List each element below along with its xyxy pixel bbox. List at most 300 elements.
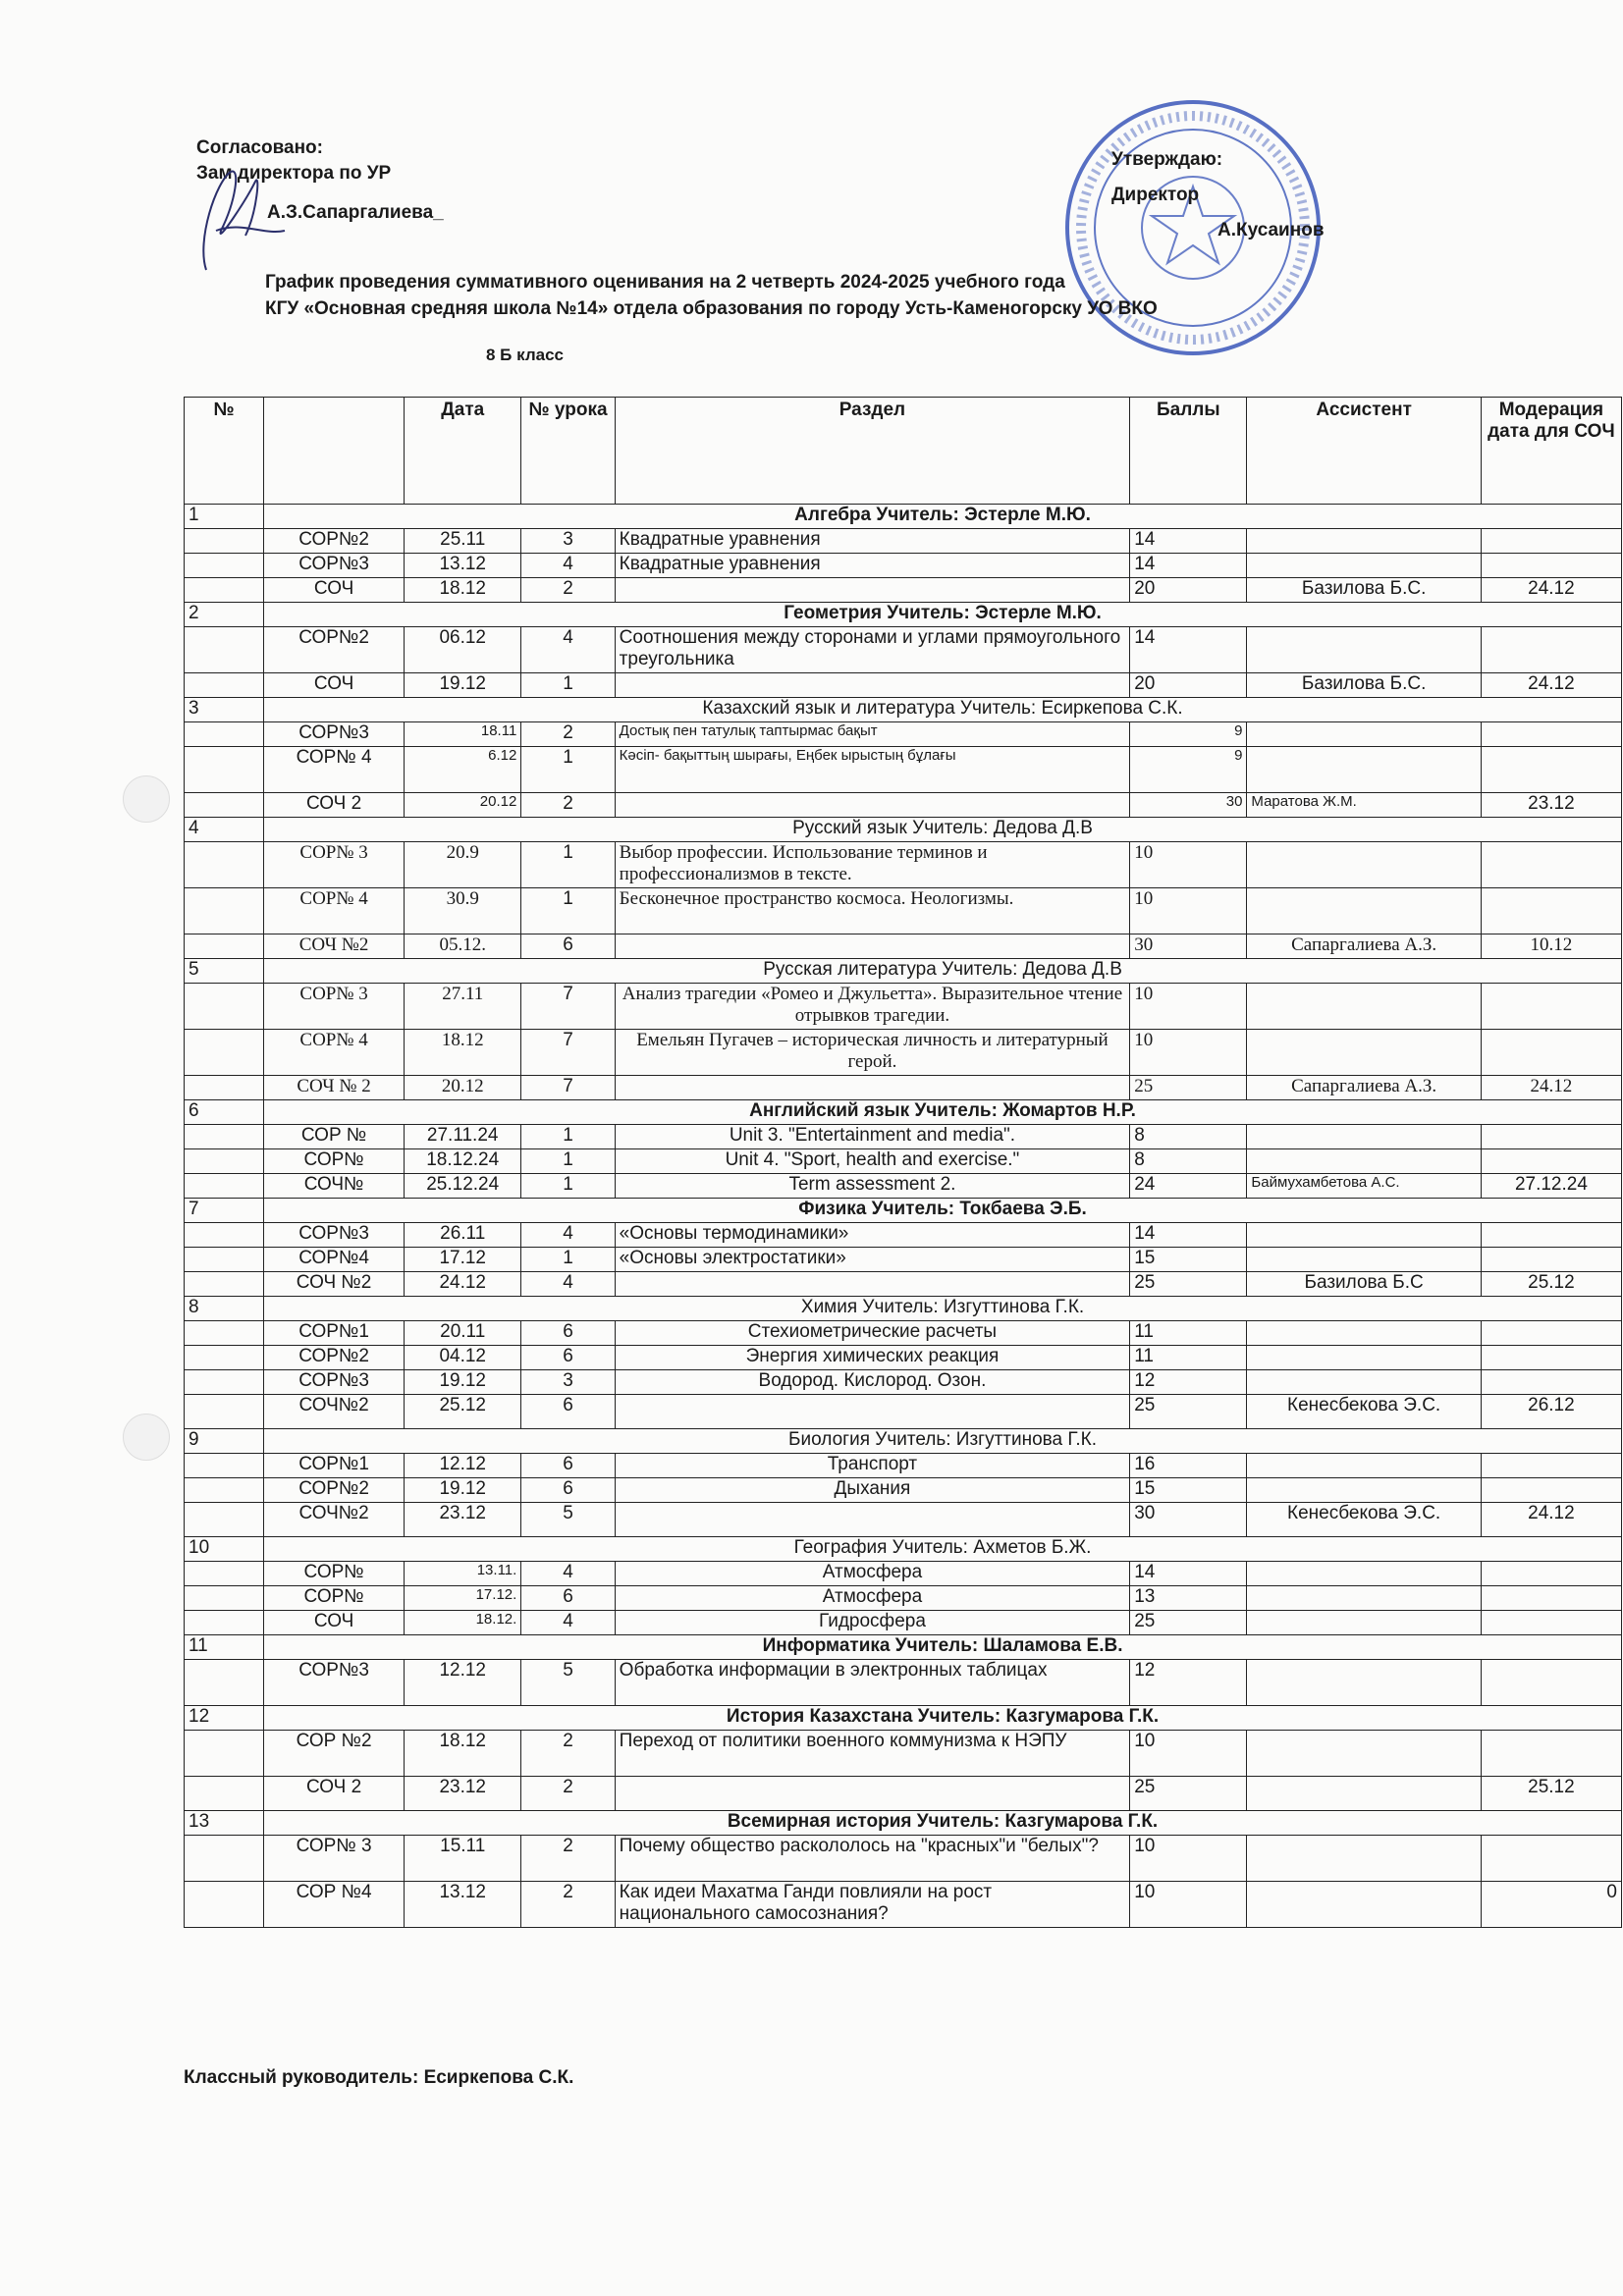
lesson-number: 6 bbox=[521, 1478, 615, 1503]
empty-cell bbox=[185, 722, 264, 747]
lesson-number: 4 bbox=[521, 1562, 615, 1586]
subject-number: 8 bbox=[185, 1297, 264, 1321]
header-type bbox=[264, 398, 405, 505]
assistant-name bbox=[1247, 1562, 1481, 1586]
signature-image bbox=[187, 162, 295, 280]
assistant-name bbox=[1247, 1660, 1481, 1706]
assessment-date: 18.12 bbox=[405, 578, 521, 603]
table-row bbox=[185, 1174, 1622, 1199]
assistant-name bbox=[1247, 1586, 1481, 1611]
section-topic: Водород. Кислород. Озон. bbox=[615, 1370, 1130, 1395]
subject-row bbox=[185, 1537, 1622, 1562]
subject-number: 4 bbox=[185, 818, 264, 842]
section-topic: Дыхания bbox=[615, 1478, 1130, 1503]
assessment-type: СОЧ № 2 bbox=[264, 1076, 405, 1100]
assistant-name bbox=[1247, 529, 1481, 554]
assessment-date: 19.12 bbox=[405, 673, 521, 698]
assessment-date: 30.9 bbox=[405, 888, 521, 934]
section-topic: Емельян Пугачев – историческая личность и литературный герой. bbox=[615, 1030, 1130, 1076]
table-row bbox=[185, 1248, 1622, 1272]
empty-cell bbox=[185, 1030, 264, 1076]
assessment-date: 23.12 bbox=[405, 1503, 521, 1537]
points-value: 10 bbox=[1130, 1731, 1247, 1777]
lesson-number: 6 bbox=[521, 1346, 615, 1370]
table-row bbox=[185, 1346, 1622, 1370]
section-topic bbox=[615, 673, 1130, 698]
points-value: 16 bbox=[1130, 1454, 1247, 1478]
subject-name: Физика Учитель: Токбаева Э.Б. bbox=[264, 1199, 1622, 1223]
moderation-date bbox=[1481, 1346, 1621, 1370]
empty-cell bbox=[185, 1777, 264, 1811]
empty-cell bbox=[185, 747, 264, 793]
empty-cell bbox=[185, 1149, 264, 1174]
assistant-name: Базилова Б.С. bbox=[1247, 673, 1481, 698]
empty-cell bbox=[185, 793, 264, 818]
assessment-date: 18.12 bbox=[405, 1030, 521, 1076]
lesson-number: 2 bbox=[521, 1882, 615, 1928]
moderation-date bbox=[1481, 529, 1621, 554]
points-value: 10 bbox=[1130, 984, 1247, 1030]
assessment-date: 26.11 bbox=[405, 1223, 521, 1248]
lesson-number: 7 bbox=[521, 984, 615, 1030]
assessment-type: СОЧ№2 bbox=[264, 1503, 405, 1537]
subject-row bbox=[185, 1811, 1622, 1836]
lesson-number: 1 bbox=[521, 1125, 615, 1149]
assessment-date: 23.12 bbox=[405, 1777, 521, 1811]
assistant-name: Сапаргалиева А.З. bbox=[1247, 1076, 1481, 1100]
assistant-name bbox=[1247, 1149, 1481, 1174]
table-row bbox=[185, 627, 1622, 673]
points-value: 25 bbox=[1130, 1611, 1247, 1635]
assessment-type: СОР№3 bbox=[264, 1660, 405, 1706]
subject-name: Алгебра Учитель: Эстерле М.Ю. bbox=[264, 505, 1622, 529]
empty-cell bbox=[185, 1586, 264, 1611]
assessment-date: 20.12 bbox=[405, 793, 521, 818]
points-value: 11 bbox=[1130, 1346, 1247, 1370]
assistant-name bbox=[1247, 747, 1481, 793]
table-row bbox=[185, 1777, 1622, 1811]
moderation-date: 26.12 bbox=[1481, 1395, 1621, 1429]
subject-number: 3 bbox=[185, 698, 264, 722]
assessment-date: 13.12 bbox=[405, 1882, 521, 1928]
table-header-row bbox=[185, 398, 1622, 505]
lesson-number: 3 bbox=[521, 1370, 615, 1395]
points-value: 10 bbox=[1130, 1836, 1247, 1882]
subject-name: Информатика Учитель: Шаламова Е.В. bbox=[264, 1635, 1622, 1660]
subject-row bbox=[185, 1706, 1622, 1731]
lesson-number: 1 bbox=[521, 1149, 615, 1174]
assessment-type: СОЧ bbox=[264, 578, 405, 603]
assessment-type: СОР№ 3 bbox=[264, 984, 405, 1030]
points-value: 14 bbox=[1130, 554, 1247, 578]
table-row bbox=[185, 793, 1622, 818]
table-row bbox=[185, 747, 1622, 793]
assistant-name bbox=[1247, 984, 1481, 1030]
section-topic: Атмосфера bbox=[615, 1586, 1130, 1611]
empty-cell bbox=[185, 1321, 264, 1346]
moderation-date bbox=[1481, 627, 1621, 673]
moderation-date: 27.12.24 bbox=[1481, 1174, 1621, 1199]
assistant-name bbox=[1247, 1882, 1481, 1928]
points-value: 24 bbox=[1130, 1174, 1247, 1199]
assessment-type: СОР№2 bbox=[264, 627, 405, 673]
empty-cell bbox=[185, 1223, 264, 1248]
points-value: 14 bbox=[1130, 529, 1247, 554]
assessment-type: СОР№ 4 bbox=[264, 747, 405, 793]
assessment-date: 19.12 bbox=[405, 1370, 521, 1395]
table-row bbox=[185, 842, 1622, 888]
subject-row bbox=[185, 603, 1622, 627]
assessment-type: СОР№1 bbox=[264, 1454, 405, 1478]
moderation-date bbox=[1481, 1478, 1621, 1503]
empty-cell bbox=[185, 1611, 264, 1635]
points-value: 20 bbox=[1130, 578, 1247, 603]
section-topic: Квадратные уравнения bbox=[615, 529, 1130, 554]
assessment-type: СОР № bbox=[264, 1125, 405, 1149]
subject-row bbox=[185, 959, 1622, 984]
header-section: Раздел bbox=[615, 398, 1130, 505]
section-topic: Как идеи Махатма Ганди повлияли на рост национального самосознания? bbox=[615, 1882, 1130, 1928]
points-value: 15 bbox=[1130, 1478, 1247, 1503]
table-row bbox=[185, 1478, 1622, 1503]
assessment-date: 12.12 bbox=[405, 1660, 521, 1706]
empty-cell bbox=[185, 1660, 264, 1706]
points-value: 9 bbox=[1130, 722, 1247, 747]
empty-cell bbox=[185, 1395, 264, 1429]
punch-hole bbox=[123, 1414, 170, 1461]
assessment-type: СОЧ bbox=[264, 1611, 405, 1635]
assessment-date: 25.12.24 bbox=[405, 1174, 521, 1199]
assistant-name bbox=[1247, 1223, 1481, 1248]
subject-name: Всемирная история Учитель: Казгумарова Г.К. bbox=[264, 1811, 1622, 1836]
table-row bbox=[185, 984, 1622, 1030]
assessment-date: 6.12 bbox=[405, 747, 521, 793]
lesson-number: 4 bbox=[521, 1223, 615, 1248]
lesson-number: 7 bbox=[521, 1030, 615, 1076]
table-row bbox=[185, 1149, 1622, 1174]
lesson-number: 1 bbox=[521, 888, 615, 934]
assistant-name: Кенесбекова Э.С. bbox=[1247, 1395, 1481, 1429]
section-topic: Обработка информации в электронных таблицах bbox=[615, 1660, 1130, 1706]
assessment-type: СОР№ 3 bbox=[264, 1836, 405, 1882]
assessment-type: СОР№ 4 bbox=[264, 888, 405, 934]
moderation-date: 10.12 bbox=[1481, 934, 1621, 959]
empty-cell bbox=[185, 1503, 264, 1537]
empty-cell bbox=[185, 1272, 264, 1297]
section-topic: Unit 4. "Sport, health and exercise." bbox=[615, 1149, 1130, 1174]
section-topic: «Основы электростатики» bbox=[615, 1248, 1130, 1272]
moderation-date bbox=[1481, 1321, 1621, 1346]
moderation-date bbox=[1481, 1248, 1621, 1272]
moderation-date bbox=[1481, 1611, 1621, 1635]
lesson-number: 4 bbox=[521, 1272, 615, 1297]
assistant-name bbox=[1247, 1030, 1481, 1076]
assistant-name bbox=[1247, 888, 1481, 934]
moderation-date bbox=[1481, 984, 1621, 1030]
assessment-type: СОЧ№ bbox=[264, 1174, 405, 1199]
empty-cell bbox=[185, 1478, 264, 1503]
header-moderation: Модерация дата для СОЧ bbox=[1481, 398, 1621, 505]
assistant-name bbox=[1247, 1454, 1481, 1478]
assistant-name bbox=[1247, 1248, 1481, 1272]
subject-number: 10 bbox=[185, 1537, 264, 1562]
assessment-type: СОЧ №2 bbox=[264, 934, 405, 959]
assessment-type: СОР№3 bbox=[264, 554, 405, 578]
assessment-date: 20.11 bbox=[405, 1321, 521, 1346]
points-value: 10 bbox=[1130, 888, 1247, 934]
points-value: 13 bbox=[1130, 1586, 1247, 1611]
subject-row bbox=[185, 818, 1622, 842]
assistant-name: Базилова Б.С. bbox=[1247, 578, 1481, 603]
points-value: 25 bbox=[1130, 1777, 1247, 1811]
moderation-date bbox=[1481, 722, 1621, 747]
table-row bbox=[185, 1272, 1622, 1297]
assistant-name bbox=[1247, 1321, 1481, 1346]
moderation-date: 25.12 bbox=[1481, 1777, 1621, 1811]
table-row bbox=[185, 1125, 1622, 1149]
assessment-type: СОР№3 bbox=[264, 722, 405, 747]
section-topic: Энергия химических реакция bbox=[615, 1346, 1130, 1370]
lesson-number: 2 bbox=[521, 722, 615, 747]
table-row bbox=[185, 888, 1622, 934]
table-row bbox=[185, 1503, 1622, 1537]
empty-cell bbox=[185, 578, 264, 603]
document-title bbox=[265, 269, 1158, 322]
table-row bbox=[185, 1611, 1622, 1635]
class-teacher-footer: Классный руководитель: Есиркепова С.К. bbox=[184, 2067, 574, 2088]
section-topic: Квадратные уравнения bbox=[615, 554, 1130, 578]
header-lesson: № урока bbox=[521, 398, 615, 505]
section-topic: Стехиометрические расчеты bbox=[615, 1321, 1130, 1346]
lesson-number: 1 bbox=[521, 1174, 615, 1199]
class-label: 8 Б класс bbox=[486, 346, 564, 364]
table-row bbox=[185, 578, 1622, 603]
subject-name: Биология Учитель: Изгуттинова Г.К. bbox=[264, 1429, 1622, 1454]
section-topic: «Основы термодинамики» bbox=[615, 1223, 1130, 1248]
moderation-date: 25.12 bbox=[1481, 1272, 1621, 1297]
approval-right-line1: Утверждаю: bbox=[1111, 149, 1223, 170]
points-value: 25 bbox=[1130, 1076, 1247, 1100]
section-topic: Unit 3. "Entertainment and media". bbox=[615, 1125, 1130, 1149]
points-value: 8 bbox=[1130, 1149, 1247, 1174]
subject-row bbox=[185, 1297, 1622, 1321]
assessment-type: СОР №2 bbox=[264, 1731, 405, 1777]
section-topic: Соотношения между сторонами и углами прямоугольного треугольника bbox=[615, 627, 1130, 673]
subject-row bbox=[185, 505, 1622, 529]
assistant-name bbox=[1247, 1836, 1481, 1882]
table-row bbox=[185, 1321, 1622, 1346]
header-date: Дата bbox=[405, 398, 521, 505]
points-value: 9 bbox=[1130, 747, 1247, 793]
moderation-date: 23.12 bbox=[1481, 793, 1621, 818]
moderation-date bbox=[1481, 1586, 1621, 1611]
section-topic bbox=[615, 934, 1130, 959]
lesson-number: 4 bbox=[521, 554, 615, 578]
assistant-name: Баймухамбетова А.С. bbox=[1247, 1174, 1481, 1199]
moderation-date bbox=[1481, 842, 1621, 888]
empty-cell bbox=[185, 1174, 264, 1199]
subject-row bbox=[185, 1199, 1622, 1223]
table-row bbox=[185, 1836, 1622, 1882]
subject-number: 1 bbox=[185, 505, 264, 529]
moderation-date bbox=[1481, 1149, 1621, 1174]
table-row bbox=[185, 1223, 1622, 1248]
moderation-date bbox=[1481, 1731, 1621, 1777]
subject-number: 6 bbox=[185, 1100, 264, 1125]
approval-right-line2: Директор bbox=[1111, 185, 1200, 205]
section-topic bbox=[615, 1272, 1130, 1297]
subject-number: 7 bbox=[185, 1199, 264, 1223]
assessment-date: 20.12 bbox=[405, 1076, 521, 1100]
lesson-number: 4 bbox=[521, 1611, 615, 1635]
moderation-date: 0 bbox=[1481, 1882, 1621, 1928]
lesson-number: 4 bbox=[521, 627, 615, 673]
section-topic: Кәсіп- бақыттың шырағы, Еңбек ырыстың бұлағы bbox=[615, 747, 1130, 793]
table-row bbox=[185, 722, 1622, 747]
empty-cell bbox=[185, 1076, 264, 1100]
points-value: 10 bbox=[1130, 1030, 1247, 1076]
empty-cell bbox=[185, 1125, 264, 1149]
points-value: 30 bbox=[1130, 1503, 1247, 1537]
assistant-name bbox=[1247, 1777, 1481, 1811]
lesson-number: 1 bbox=[521, 747, 615, 793]
points-value: 30 bbox=[1130, 793, 1247, 818]
moderation-date: 24.12 bbox=[1481, 578, 1621, 603]
header-points: Баллы bbox=[1130, 398, 1247, 505]
assessment-date: 25.12 bbox=[405, 1395, 521, 1429]
subject-name: Английский язык Учитель: Жомартов Н.Р. bbox=[264, 1100, 1622, 1125]
title-line2: КГУ «Основная средняя школа №14» отдела образования по городу Усть-Каменогорску УО ВКО bbox=[265, 298, 1158, 319]
empty-cell bbox=[185, 673, 264, 698]
subject-row bbox=[185, 1429, 1622, 1454]
subject-number: 13 bbox=[185, 1811, 264, 1836]
assessment-type: СОЧ bbox=[264, 673, 405, 698]
subject-row bbox=[185, 1100, 1622, 1125]
table-row bbox=[185, 1395, 1622, 1429]
section-topic: Term assessment 2. bbox=[615, 1174, 1130, 1199]
subject-name: Казахский язык и литература Учитель: Есиркепова С.К. bbox=[264, 698, 1622, 722]
moderation-date bbox=[1481, 1223, 1621, 1248]
approval-right-line3: А.Кусаинов bbox=[1217, 220, 1325, 240]
points-value: 14 bbox=[1130, 1223, 1247, 1248]
section-topic bbox=[615, 578, 1130, 603]
table-row bbox=[185, 673, 1622, 698]
moderation-date: 24.12 bbox=[1481, 1503, 1621, 1537]
subject-row bbox=[185, 698, 1622, 722]
assessment-date: 04.12 bbox=[405, 1346, 521, 1370]
assistant-name bbox=[1247, 1478, 1481, 1503]
section-topic: Бесконечное пространство космоса. Неологизмы. bbox=[615, 888, 1130, 934]
table-row bbox=[185, 1076, 1622, 1100]
subject-number: 11 bbox=[185, 1635, 264, 1660]
empty-cell bbox=[185, 1562, 264, 1586]
assessment-date: 27.11 bbox=[405, 984, 521, 1030]
section-topic bbox=[615, 793, 1130, 818]
assistant-name: Базилова Б.С bbox=[1247, 1272, 1481, 1297]
table-row bbox=[185, 1660, 1622, 1706]
moderation-date bbox=[1481, 1836, 1621, 1882]
approval-left-line2: Зам директора по УР bbox=[196, 163, 392, 184]
assessment-type: СОЧ 2 bbox=[264, 793, 405, 818]
section-topic bbox=[615, 1503, 1130, 1537]
subject-name: История Казахстана Учитель: Казгумарова Г.К. bbox=[264, 1706, 1622, 1731]
lesson-number: 1 bbox=[521, 842, 615, 888]
moderation-date bbox=[1481, 1125, 1621, 1149]
points-value: 30 bbox=[1130, 934, 1247, 959]
points-value: 11 bbox=[1130, 1321, 1247, 1346]
assistant-name: Маратова Ж.М. bbox=[1247, 793, 1481, 818]
empty-cell bbox=[185, 1836, 264, 1882]
header-no: № bbox=[185, 398, 264, 505]
points-value: 15 bbox=[1130, 1248, 1247, 1272]
assistant-name bbox=[1247, 1731, 1481, 1777]
assessment-date: 13.12 bbox=[405, 554, 521, 578]
assessment-type: СОЧ№2 bbox=[264, 1395, 405, 1429]
assistant-name bbox=[1247, 627, 1481, 673]
points-value: 10 bbox=[1130, 842, 1247, 888]
section-topic bbox=[615, 1076, 1130, 1100]
moderation-date bbox=[1481, 888, 1621, 934]
empty-cell bbox=[185, 1346, 264, 1370]
assessment-date: 15.11 bbox=[405, 1836, 521, 1882]
assistant-name: Кенесбекова Э.С. bbox=[1247, 1503, 1481, 1537]
assistant-name bbox=[1247, 722, 1481, 747]
lesson-number: 2 bbox=[521, 1731, 615, 1777]
empty-cell bbox=[185, 934, 264, 959]
assessment-date: 17.12 bbox=[405, 1248, 521, 1272]
moderation-date: 24.12 bbox=[1481, 673, 1621, 698]
lesson-number: 1 bbox=[521, 1248, 615, 1272]
assessment-date: 18.11 bbox=[405, 722, 521, 747]
subject-name: Химия Учитель: Изгуттинова Г.К. bbox=[264, 1297, 1622, 1321]
assessment-type: СОЧ 2 bbox=[264, 1777, 405, 1811]
assistant-name bbox=[1247, 1346, 1481, 1370]
assessment-type: СОР№2 bbox=[264, 1478, 405, 1503]
header-assistant: Ассистент bbox=[1247, 398, 1481, 505]
lesson-number: 2 bbox=[521, 1777, 615, 1811]
moderation-date bbox=[1481, 1454, 1621, 1478]
table-row bbox=[185, 1586, 1622, 1611]
assessment-date: 18.12. bbox=[405, 1611, 521, 1635]
table-row bbox=[185, 1731, 1622, 1777]
assessment-type: СОР№1 bbox=[264, 1321, 405, 1346]
moderation-date bbox=[1481, 1562, 1621, 1586]
lesson-number: 2 bbox=[521, 1836, 615, 1882]
lesson-number: 3 bbox=[521, 529, 615, 554]
approval-left-line1: Согласовано: bbox=[196, 137, 323, 158]
lesson-number: 6 bbox=[521, 934, 615, 959]
assessment-date: 13.11. bbox=[405, 1562, 521, 1586]
points-value: 25 bbox=[1130, 1272, 1247, 1297]
empty-cell bbox=[185, 984, 264, 1030]
points-value: 14 bbox=[1130, 1562, 1247, 1586]
points-value: 12 bbox=[1130, 1370, 1247, 1395]
empty-cell bbox=[185, 1454, 264, 1478]
subject-name: Русская литература Учитель: Дедова Д.В bbox=[264, 959, 1622, 984]
assessment-schedule-table bbox=[184, 397, 1622, 1928]
points-value: 14 bbox=[1130, 627, 1247, 673]
assessment-type: СОЧ №2 bbox=[264, 1272, 405, 1297]
section-topic: Транспорт bbox=[615, 1454, 1130, 1478]
assessment-date: 06.12 bbox=[405, 627, 521, 673]
assessment-type: СОР№4 bbox=[264, 1248, 405, 1272]
empty-cell bbox=[185, 627, 264, 673]
empty-cell bbox=[185, 1248, 264, 1272]
points-value: 12 bbox=[1130, 1660, 1247, 1706]
table-row bbox=[185, 529, 1622, 554]
subject-number: 9 bbox=[185, 1429, 264, 1454]
lesson-number: 1 bbox=[521, 673, 615, 698]
